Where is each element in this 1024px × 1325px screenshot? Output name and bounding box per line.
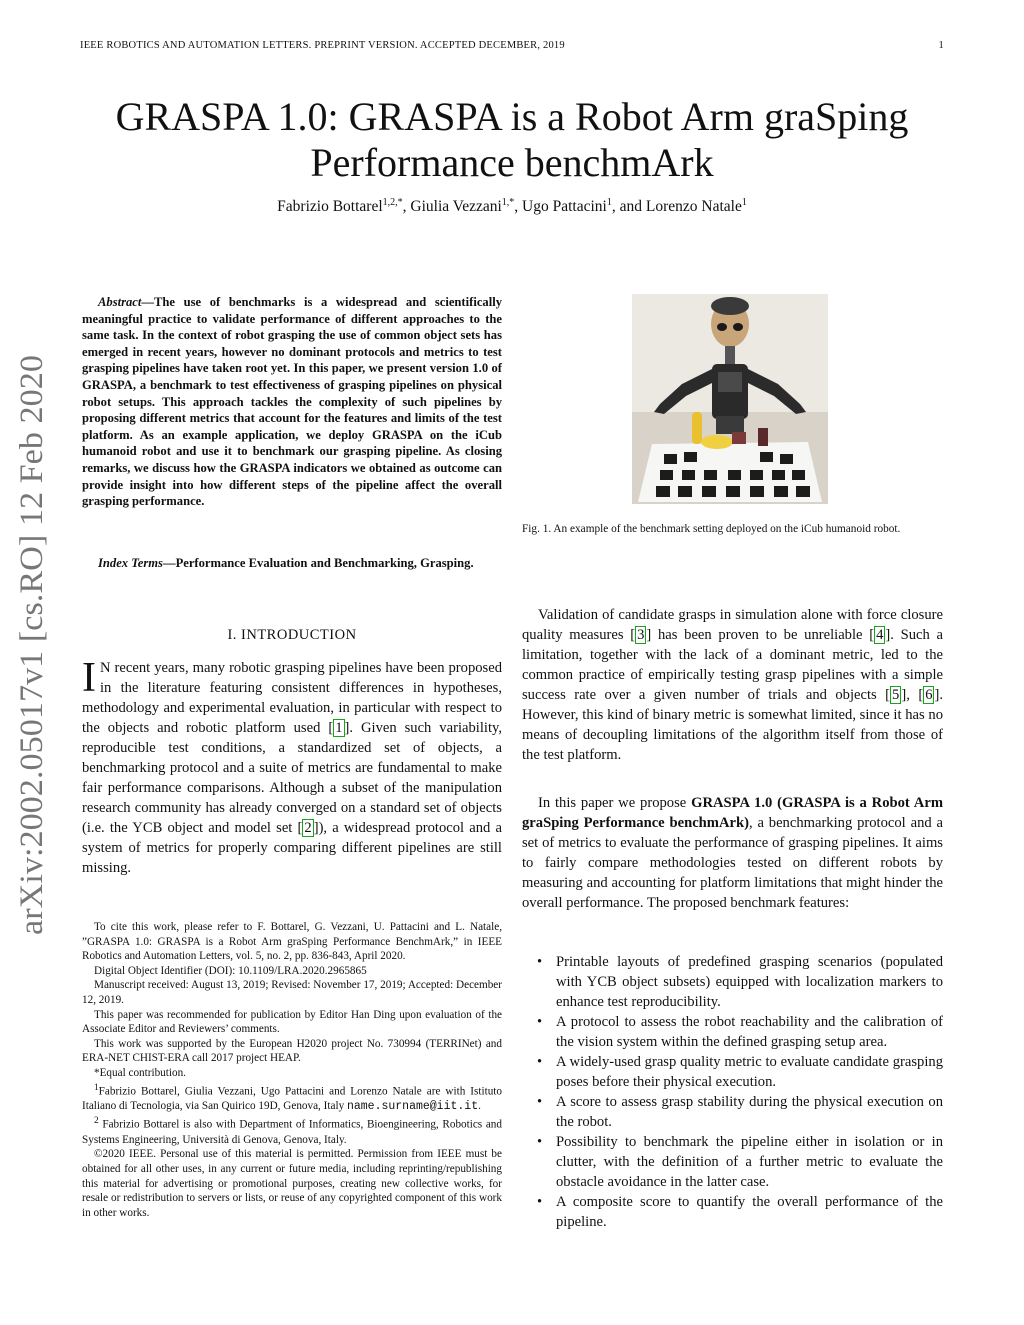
arxiv-stamp <box>6 350 54 940</box>
citation-link[interactable]: 1 <box>335 720 343 736</box>
list-item: • A protocol to assess the robot reachability and the calibration of the vision system within the defined grasping setup area. <box>537 1014 943 1050</box>
feature-list <box>522 952 943 1232</box>
footnote-affiliation-2: $^2$ Fabrizio Bottarel is also with Department of Informatics, Bioengineering, Robotics and Systems Engineering, Università di Genova, Genova, Italy. <box>82 1116 502 1146</box>
robot-illustration <box>632 294 828 504</box>
index-terms-text: —Performance Evaluation and Benchmarking, Grasping. <box>162 556 474 570</box>
running-head <box>80 40 944 51</box>
arxiv-id: arXiv:2002.05017v1 [cs.RO] 12 Feb 2020 <box>14 375 50 935</box>
author: Fabrizio Bottarel$^{1,2,*}$, <box>277 197 411 216</box>
abstract <box>82 294 502 510</box>
list-item: • A composite score to quantify the overall performance of the pipeline. <box>537 1194 943 1230</box>
citation-link[interactable]: 6 <box>925 687 933 703</box>
figure-caption: Fig. 1. An example of the benchmark setting deployed on the iCub humanoid robot. <box>522 523 901 535</box>
citation-link[interactable]: 2 <box>304 820 312 836</box>
paragraph: Validation of candidate grasps in simulation alone with force closure quality measures [ 3 ] has been proven to be unreliable [ 4 ]. Such a limitation, together with the lack of a dominant metric, led to the common practice of empirically testing grasp pipelines with a simple success rate over a given number of trials and objects [ 5 ], [ 6 ]. However, this kind of binary metric is somewhat limited, since it has no means of decoupling limitations of the algorithm itself from those of the test platform. <box>522 607 944 763</box>
footnote-equal: *Equal contribution. <box>94 1066 186 1079</box>
index-terms <box>82 555 502 572</box>
footnote-affiliation-1: $^1$Fabrizio Bottarel, Giulia Vezzani, Ugo Pattacini and Lorenzo Natale are with Istituto Italiano di Tecnologia, via San Quirico 19D, Genova, Italy name.surname@iit.it. <box>82 1082 502 1113</box>
running-title: IEEE ROBOTICS AND AUTOMATION LETTERS. PREPRINT VERSION. ACCEPTED DECEMBER, 2019 <box>80 40 565 51</box>
citation-link[interactable]: 3 <box>637 627 645 643</box>
list-item: • Printable layouts of predefined grasping scenarios (populated with YCB object subsets) equipped with localization markers to enhance test reproducibility. <box>537 954 943 1010</box>
footnote-doi: Digital Object Identifier (DOI): 10.1109/LRA.2020.2965865 <box>94 964 367 977</box>
list-item: • A score to assess grasp stability during the physical execution on the robot. <box>537 1094 943 1130</box>
author-list <box>80 197 944 216</box>
intro-paragraph: I N recent years, many robotic grasping pipelines have been proposed in the literature featuring consistent differences in hypotheses, methodology and experimental evaluation, in particular with respect to the objects and robotic platform used [ 1 ]. Given such variability, reproducible test conditions, a standardized set of objects, a benchmarking protocol and a suite of metrics are fundamental to make fair performance comparisons. Although a subset of the manipulation research community has already converged on a standard set of objects (i.e. the YCB object and model set [ 2 ]), a widespread protocol and a system of metrics for properly comparing different pipelines are still missing. <box>82 655 502 876</box>
figure-robot-photo <box>632 294 828 504</box>
title-line-2: Performance benchmArk <box>310 140 714 185</box>
index-terms-lead: Index Terms <box>98 556 163 570</box>
title-line-1: GRASPA 1.0: GRASPA is a Robot Arm graSping <box>115 94 909 139</box>
abstract-text: —The use of benchmarks is a widespread and scientifically meaningful practice to validate performance of different approaches to the same task. In the context of robot grasping the use of common object sets has emerged in recent years, however no dominant protocols and metrics to test grasping pipelines have taken root yet. In this paper, we present version 1.0 of GRASPA, a benchmark to test effectiveness of grasping pipelines on physical robot setups. This approach tackles the complexity of such pipelines by proposing different metrics that account for the features and limits of the test platform. As an example application, we deploy GRASPA on the iCub humanoid robot and use it to benchmark our grasping pipeline. As closing remarks, we discuss how the GRASPA indicators we obtained as outcome can provide insight into how different steps of the pipeline affect the overall grasping performance. <box>82 295 502 509</box>
list-item: • A widely-used grasp quality metric to evaluate candidate grasping poses before their physical execution. <box>537 1054 943 1090</box>
footnote-editor: This paper was recommended for publication by Editor Han Ding upon evaluation of the Associate Editor and Reviewers’ comments. <box>82 1008 502 1036</box>
benchmark-name: GRASPA 1.0 (GRASPA is a Robot Arm graSping Performance benchmArk) <box>522 795 943 831</box>
page-number: 1 <box>938 40 944 51</box>
arxiv-stamp-svg <box>6 350 54 940</box>
author: Ugo Pattacini$^1$, and <box>522 197 646 216</box>
abstract-lead: Abstract <box>98 295 142 309</box>
paragraph: In this paper we propose GRASPA 1.0 (GRASPA is a Robot Arm graSping Performance benchmArk), a benchmarking protocol and a set of metrics to evaluate the performance of grasping pipelines. It aims to fairly compare methodologies tested on different robots by measuring and accounting for platform limitations that might hinder the overall performance. The proposed benchmark features: <box>522 795 943 911</box>
citation-link[interactable]: 4 <box>876 627 884 643</box>
author: Lorenzo Natale$^1$ <box>645 197 747 216</box>
paper-title <box>60 94 964 186</box>
footnote-cite: To cite this work, please refer to F. Bottarel, G. Vezzani, U. Pattacini and L. Natale, ”GRASPA 1.0: GRASPA is a Robot Arm graSping Performance BenchmArk,” in IEEE Robotics and Automation Letters, vol. 5, no. 2, pp. 836-843, April 2020. <box>82 921 502 963</box>
footnotes <box>82 920 502 1220</box>
list-item: • Possibility to benchmark the pipeline either in isolation or in clutter, with the definition of a further metric to evaluate the obstacle avoidance in the latter case. <box>537 1134 943 1190</box>
author: Giulia Vezzani$^{1,*}$, <box>410 197 523 216</box>
footnote-support: This work was supported by the European H2020 project No. 730994 (TERRINet) and ERA-NET CHIST-ERA call 2017 project HEAP. <box>82 1037 502 1065</box>
email-link[interactable]: name.surname@iit.it <box>346 1099 479 1113</box>
dropcap: I <box>82 655 96 701</box>
footnote-manuscript: Manuscript received: August 13, 2019; Revised: November 17, 2019; Accepted: December 12, 2019. <box>82 979 502 1006</box>
citation-link[interactable]: 5 <box>892 687 900 703</box>
footnote-copyright: ©2020 IEEE. Personal use of this material is permitted. Permission from IEEE must be obtained for all other uses, in any current or future media, including reprinting/republishing this material for advertising or promotional purposes, creating new collective works, for resale or redistribution to servers or lists, or reuse of any copyrighted component of this work in other works. <box>82 1148 502 1219</box>
section-heading: I. INTRODUCTION <box>227 627 357 643</box>
